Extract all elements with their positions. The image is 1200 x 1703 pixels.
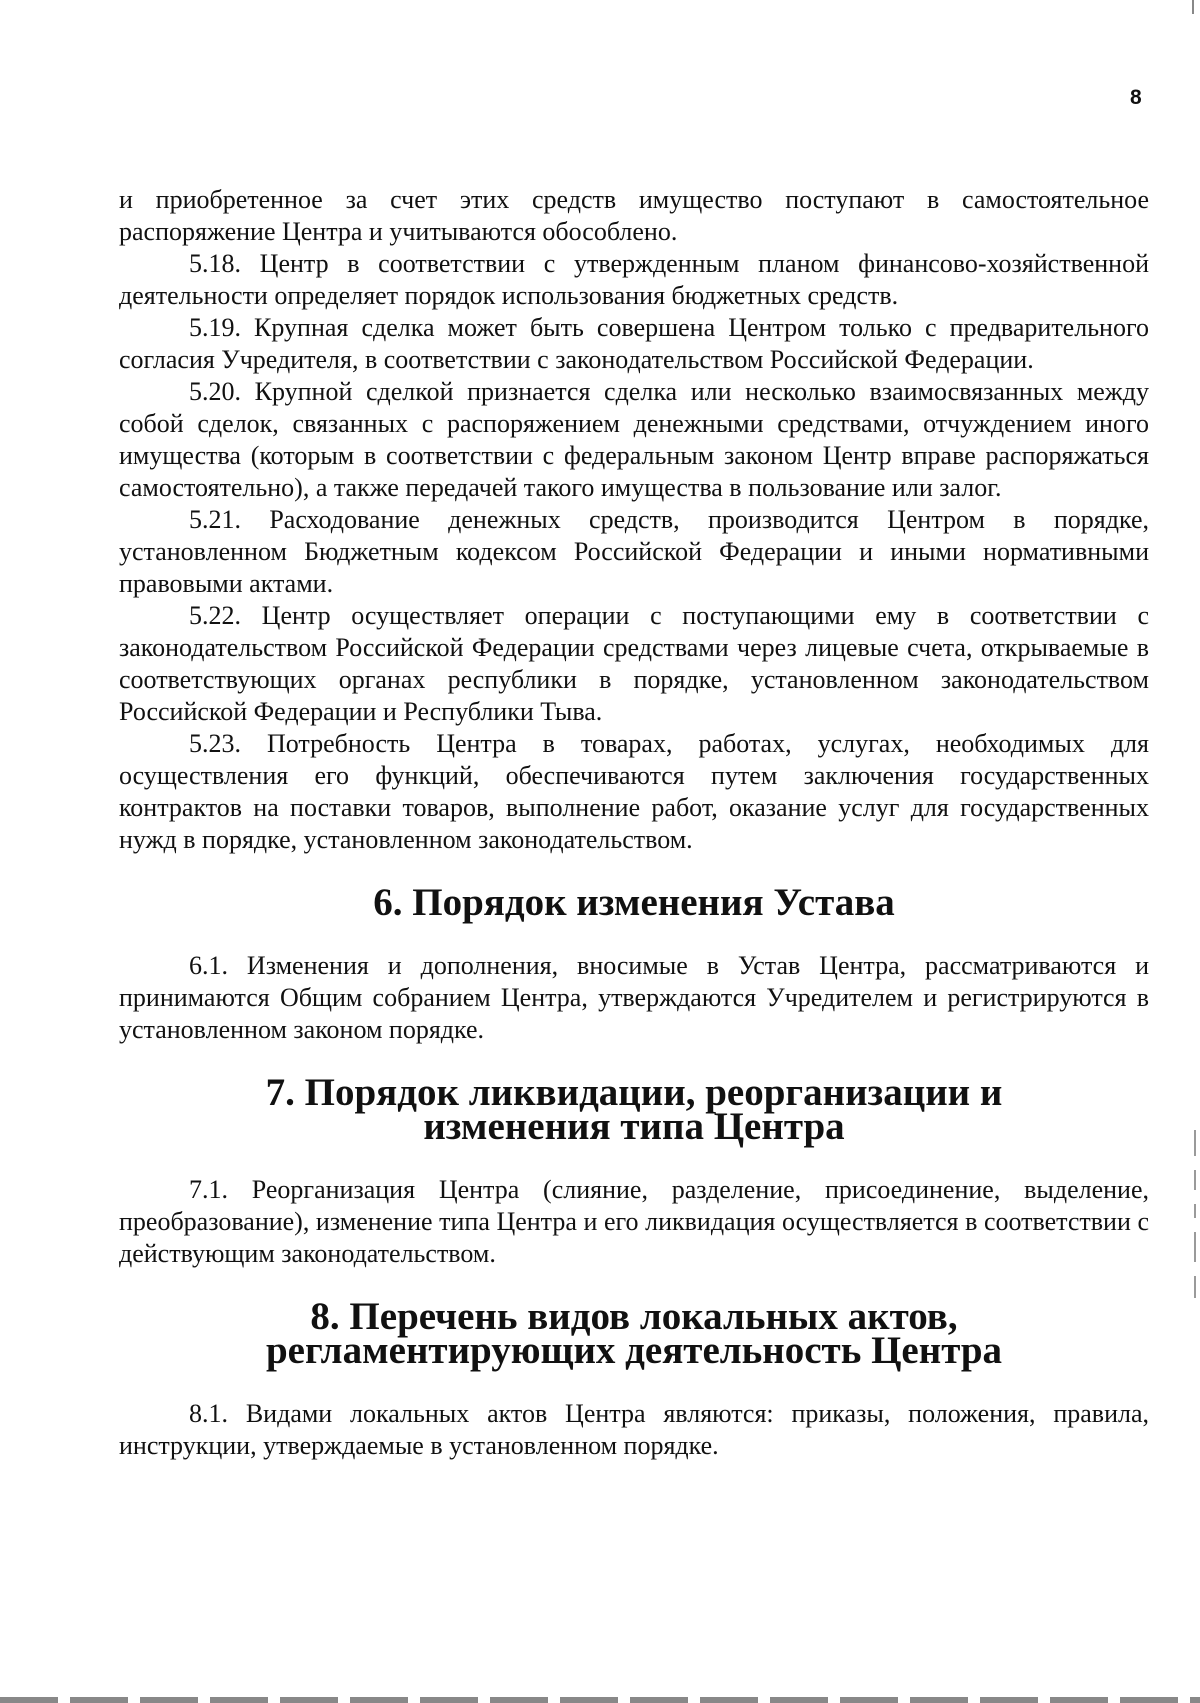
- scan-mark: [1194, 1130, 1196, 1156]
- section-6-heading: 6. Порядок изменения Устава: [373, 881, 895, 924]
- spacer: [119, 1144, 1149, 1174]
- paragraph-7-1: 7.1. Реорганизация Центра (слияние, разделение, присоединение, выделение, преобразование), изменение типа Центра и его ликвидация осуществляется в соответствии с действующим законодательством.: [119, 1175, 1149, 1268]
- scan-mark: [1194, 1232, 1196, 1262]
- document-body: [119, 184, 1149, 1462]
- paragraph-5-22: 5.22. Центр осуществляет операции с поступающими ему в соответствии с законодательством Российской Федерации средствами через лицевые счета, открываемые в соответствующих органах республики в порядке, установленном законодательством Российской Федерации и Республики Тыва.: [119, 601, 1149, 726]
- paragraph-5-20: 5.20. Крупной сделкой признается сделка или несколько взаимосвязанных между собой сделок, связанных с распоряжением денежными средствами, отчуждением иного имущества (которым в соответствии с федеральным законом Центр вправе распоряжаться самостоятельно), а также передачей такого имущества в пользование или залог.: [119, 377, 1149, 502]
- spacer: [119, 920, 1149, 950]
- section-7-heading-line-1: 7. Порядок ликвидации, реорганизации и: [265, 1071, 1003, 1114]
- section-8-heading: [119, 1295, 1149, 1372]
- scan-mark: [1194, 1170, 1196, 1190]
- scan-mark: [1194, 1204, 1196, 1218]
- paragraph-continuation: и приобретенное за счет этих средств имущество поступают в самостоятельное распоряжение Центра и учитываются обособлено.: [119, 185, 1149, 246]
- section-7-heading: [119, 1071, 1149, 1148]
- section-8-heading-line-2: регламентирующих деятельность Центра: [265, 1329, 1003, 1372]
- scan-mark: [1194, 1276, 1196, 1298]
- scan-edge-mark: [1192, 0, 1194, 14]
- spacer: [119, 1368, 1149, 1398]
- paragraph-5-21: 5.21. Расходование денежных средств, производится Центром в порядке, установленном Бюджетным кодексом Российской Федерации и иными нормативными правовыми актами.: [119, 505, 1149, 598]
- paragraph-8-1: 8.1. Видами локальных актов Центра являются: приказы, положения, правила, инструкции, утверждаемые в установленном порядке.: [119, 1399, 1149, 1460]
- paragraph-5-18: 5.18. Центр в соответствии с утвержденным планом финансово-хозяйственной деятельности определяет порядок использования бюджетных средств.: [119, 249, 1149, 310]
- paragraph-5-23: 5.23. Потребность Центра в товарах, работах, услугах, необходимых для осуществления его функций, обеспечиваются путем заключения государственных контрактов на поставки товаров, выполнение работ, оказание услуг для государственных нужд в порядке, установленном законодательством.: [119, 729, 1149, 854]
- scan-bottom-edge: [0, 1697, 1200, 1703]
- paragraph-5-19: 5.19. Крупная сделка может быть совершена Центром только с предварительного согласия Учредителя, в соответствии с законодательством Российской Федерации.: [119, 313, 1149, 374]
- section-8-heading-line-1: 8. Перечень видов локальных актов,: [310, 1295, 958, 1338]
- paragraph-6-1: 6.1. Изменения и дополнения, вносимые в Устав Центра, рассматриваются и принимаются Общим собранием Центра, утверждаются Учредителем и регистрируются в установленном законом порядке.: [119, 951, 1149, 1044]
- section-7-heading-line-2: изменения типа Центра: [423, 1105, 845, 1148]
- page-number: 8: [1130, 86, 1142, 109]
- scan-edge-marks: [1194, 1130, 1196, 1320]
